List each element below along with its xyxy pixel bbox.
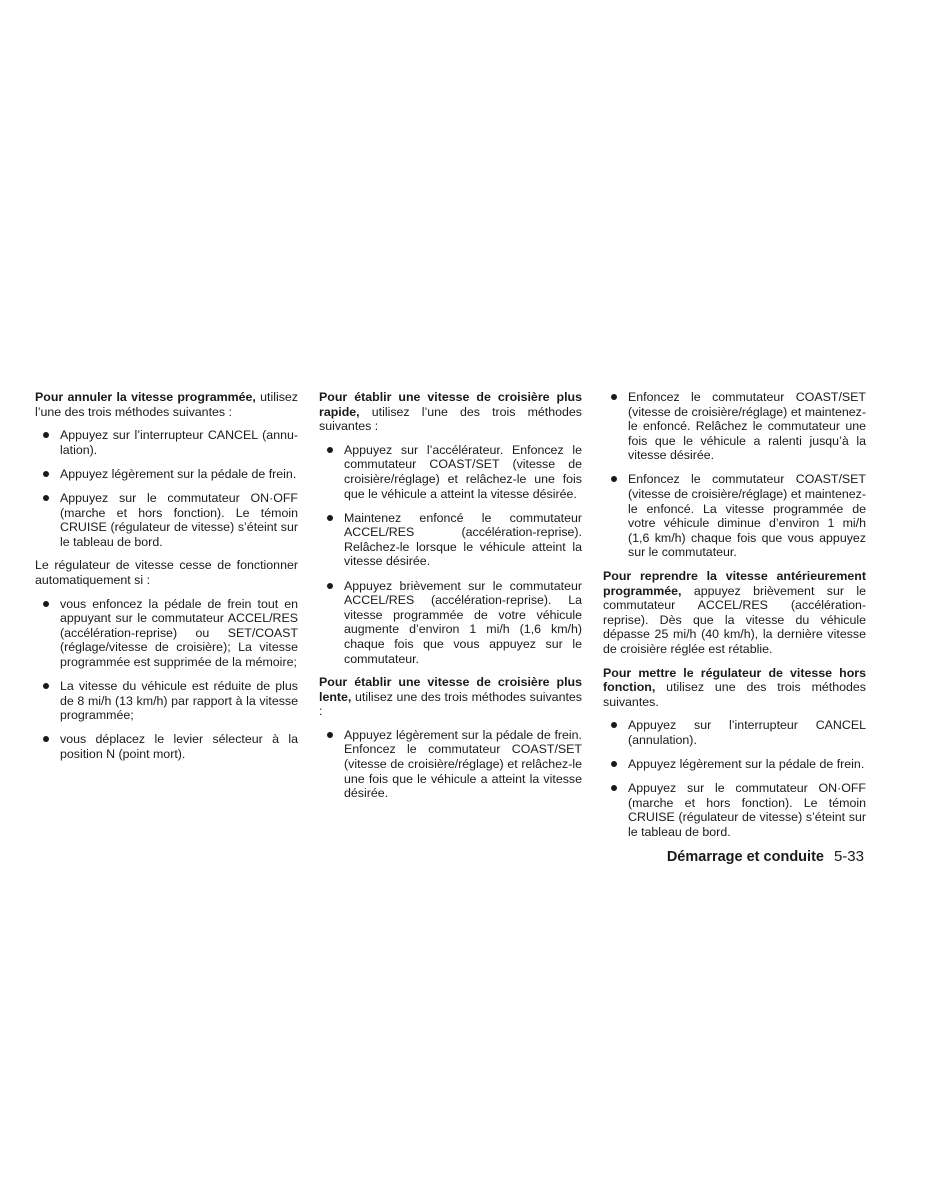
list-item — [35, 679, 298, 723]
bullet-icon — [327, 515, 333, 521]
heading-turn-off: Pour mettre le régulateur de vitesse hors fonction, — [603, 665, 866, 695]
list-item-text: Appuyez sur l’interrupteur CANCEL (annu-lation). — [60, 428, 298, 457]
list-item — [603, 390, 866, 463]
list-item-text: Appuyez légèrement sur la pédale de frein. — [60, 466, 297, 481]
list-item-text: Enfoncez le commutateur COAST/SET (vitesse de croisière/réglage) et maintenez-le enfoncé. Relâchez le commutateur une fois que le véhicule a ralenti jusqu’à la vitesse désirée. — [628, 390, 866, 463]
bullet-icon — [43, 471, 49, 477]
list-item-text: Appuyez sur le commutateur ON·OFF (marche et hors fonction). Le témoin CRUISE (régulateur de vitesse) s’éteint sur le tableau de bord. — [628, 781, 866, 839]
intro-slower-speed — [319, 675, 582, 719]
bullet-icon — [611, 785, 617, 791]
bullet-icon — [43, 495, 49, 501]
list-item — [35, 597, 298, 670]
turn-off-methods-list — [603, 718, 866, 839]
section-title: Démarrage et conduite — [666, 849, 824, 865]
heading-slower-speed: Pour établir une vitesse de croisière plus lente, — [319, 675, 582, 704]
bullet-icon — [611, 722, 617, 728]
list-item — [319, 511, 582, 569]
list-item — [319, 728, 582, 801]
bullet-icon — [611, 476, 617, 482]
bullet-icon — [327, 583, 333, 589]
list-item-text: vous déplacez le levier sélecteur à la position N (point mort). — [60, 732, 298, 761]
list-item-text: Appuyez sur le commutateur ON·OFF (marche et hors fonction). Le témoin CRUISE (régulateur de vitesse) s’éteint sur le tableau de bord. — [60, 490, 298, 549]
list-item-text: Appuyez légèrement sur la pédale de frein. — [628, 757, 865, 772]
list-item — [35, 732, 298, 761]
bullet-icon — [327, 447, 333, 453]
list-item — [319, 579, 582, 667]
list-item — [319, 443, 582, 501]
column-right — [603, 390, 866, 849]
heading-resume-speed: Pour reprendre la vitesse antérieurement programmée, — [603, 569, 866, 598]
page-number: 5-33 — [833, 848, 864, 865]
list-item — [603, 757, 866, 772]
list-item-text: vous enfoncez la pédale de frein tout en appuyant sur le commutateur ACCEL/RES (accélération-reprise) ou SET/COAST (réglage/vitesse de croisière); La vitesse programmée est supprimée de la mémoire; — [60, 596, 298, 669]
list-item-text: La vitesse du véhicule est réduite de plus de 8 mi/h (13 km/h) par rapport à la vitesse programmée; — [60, 679, 298, 723]
list-item — [35, 467, 298, 482]
cancel-methods-list — [35, 428, 298, 549]
list-item-text: Appuyez légèrement sur la pédale de frein. Enfoncez le commutateur COAST/SET (vitesse de croisière/réglage) et relâchez-le une fois que le véhicule a atteint la vitesse désirée. — [344, 727, 582, 801]
bullet-icon — [43, 432, 49, 438]
list-item-text: Appuyez sur l’interrupteur CANCEL (annulation). — [628, 718, 866, 747]
column-left — [35, 390, 298, 770]
heading-cancel-speed: Pour annuler la vitesse programmée, — [35, 390, 256, 404]
faster-methods-list — [319, 443, 582, 666]
list-item-text: Appuyez sur l’accélérateur. Enfoncez le commutateur COAST/SET (vitesse de croisière/réglage) et relâchez-le une fois que le véhicule a atteint la vitesse désirée. — [344, 442, 582, 501]
bullet-icon — [43, 601, 49, 607]
auto-cancel-intro: Le régulateur de vitesse cesse de fonctionner automatiquement si : — [35, 558, 298, 587]
page-footer — [667, 848, 864, 865]
list-item — [35, 428, 298, 457]
list-item-text: Maintenez enfoncé le commutateur ACCEL/RES (accélération-reprise). Relâchez-le lorsque le véhicule atteint la vitesse désirée. — [344, 510, 582, 569]
resume-text: appuyez brièvement sur le commutateur ACCEL/RES (accélération-reprise). Dès que la vitesse du véhicule dépasse 25 mi/h (40 km/h), la dernière vitesse de croisière réglée est rétablie. — [603, 583, 866, 656]
bullet-icon — [611, 761, 617, 767]
intro-faster-speed — [319, 390, 582, 434]
slower-methods-list-continued — [603, 390, 866, 560]
intro-text: utilisez l’une des trois méthodes suivantes : — [319, 404, 582, 434]
column-middle — [319, 390, 582, 810]
intro-text: utilisez une des trois méthodes suivantes. — [603, 680, 866, 709]
bullet-icon — [43, 736, 49, 742]
list-item — [603, 718, 866, 747]
bullet-icon — [43, 683, 49, 689]
list-item — [603, 781, 866, 839]
intro-turn-off — [603, 666, 866, 710]
list-item — [35, 491, 298, 549]
resume-speed-paragraph — [603, 569, 866, 657]
intro-text: utilisez une des trois méthodes suivantes : — [319, 689, 582, 719]
slower-methods-list — [319, 728, 582, 801]
heading-faster-speed: Pour établir une vitesse de croisière plus rapide, — [319, 390, 582, 419]
intro-cancel-speed — [35, 390, 298, 419]
list-item-text: Appuyez brièvement sur le commutateur ACCEL/RES (accélération-reprise). La vitesse programmée de votre véhicule augmente d’environ 1 mi/h (1,6 km/h) chaque fois que vous appuyez sur le commutateur. — [344, 578, 582, 666]
bullet-icon — [611, 394, 617, 400]
bullet-icon — [327, 732, 333, 738]
list-item — [603, 472, 866, 560]
intro-text: utilisez l’une des trois méthodes suivantes : — [35, 390, 298, 419]
auto-cancel-list — [35, 597, 298, 762]
list-item-text: Enfoncez le commutateur COAST/SET (vitesse de croisière/réglage) et maintenez-le enfoncé. La vitesse programmée de votre véhicule diminue d’environ 1 mi/h (1,6 km/h) chaque fois que vous appuyez sur le commutateur. — [628, 472, 866, 560]
